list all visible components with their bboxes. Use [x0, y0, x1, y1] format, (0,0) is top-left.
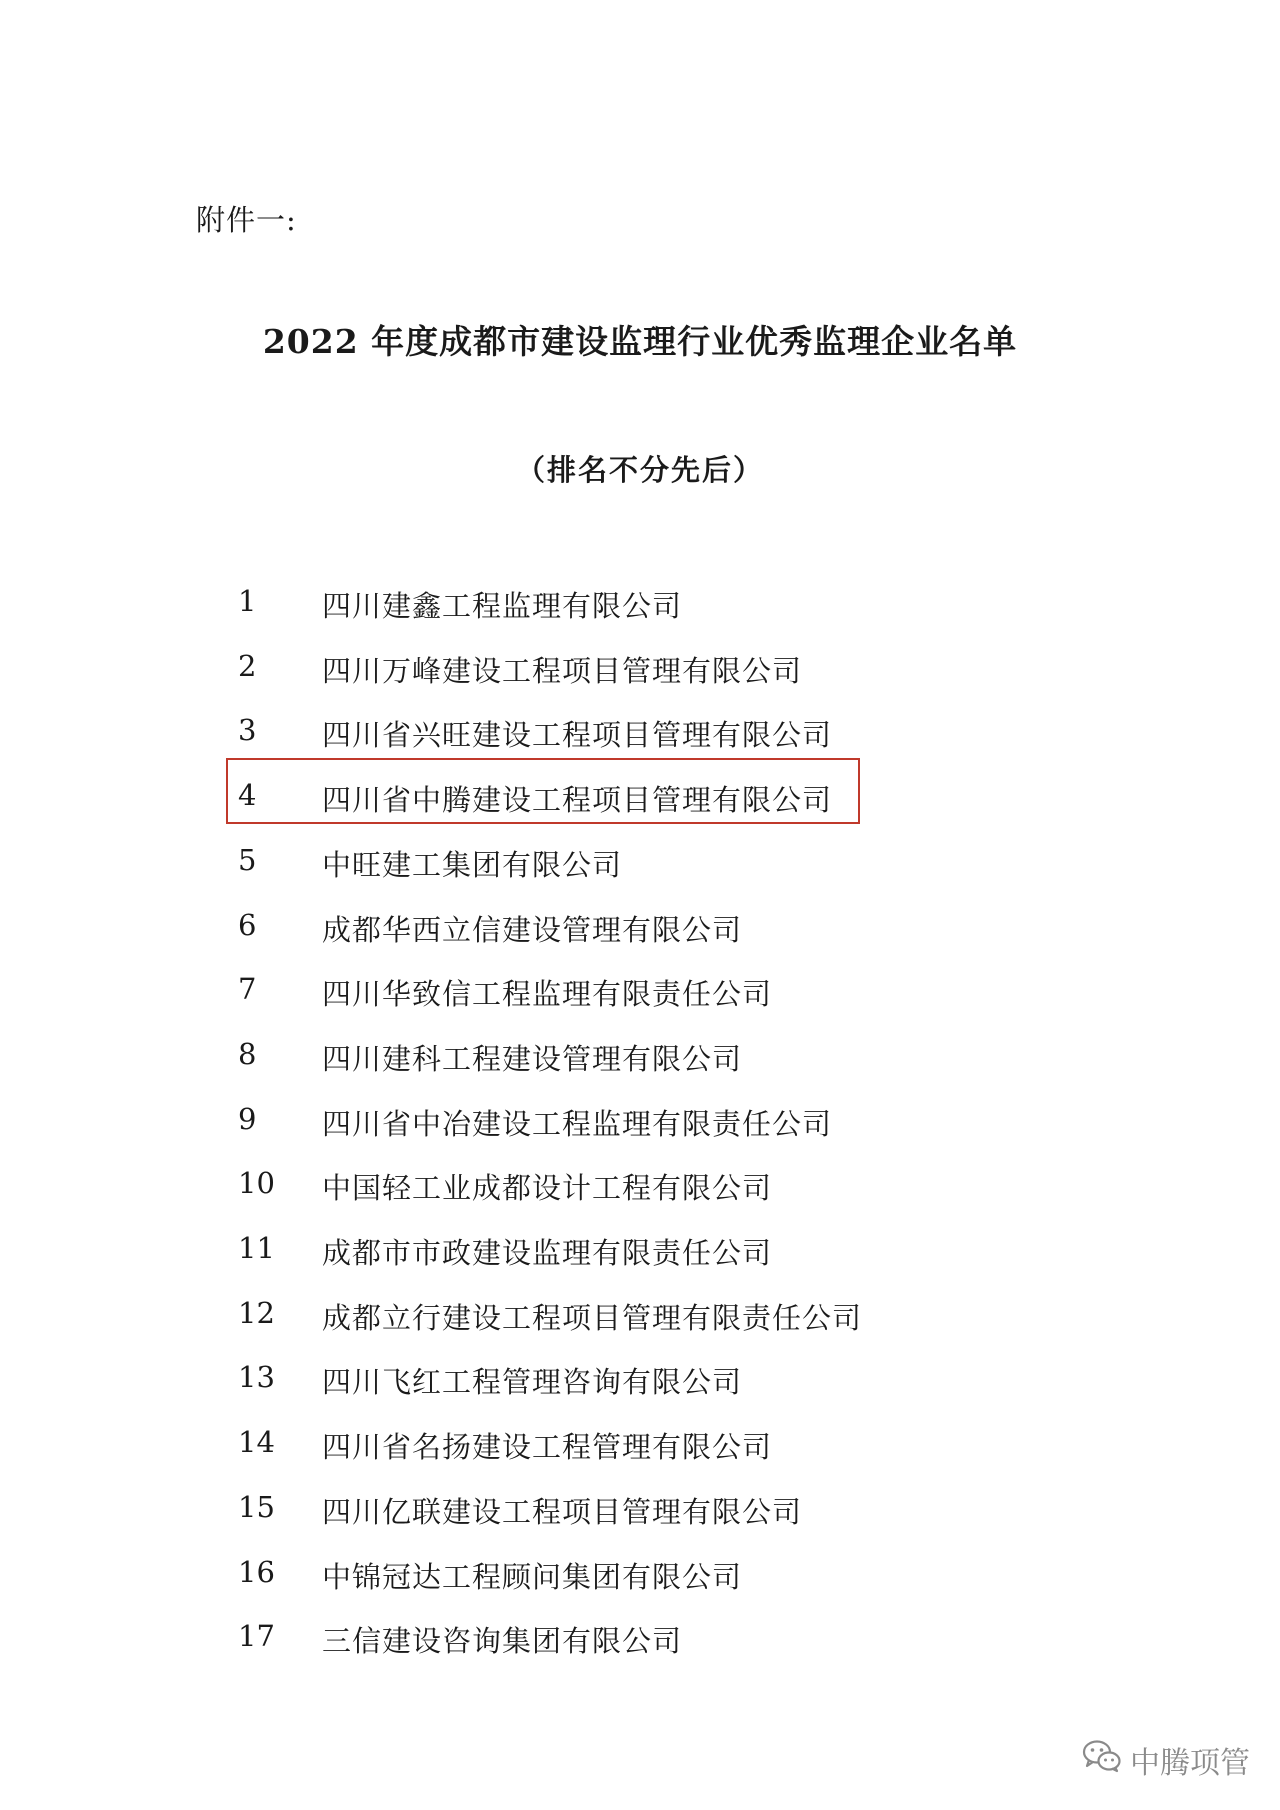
highlight-box: [226, 758, 860, 824]
list-item: [0, 1419, 1280, 1469]
item-number: 11: [238, 1231, 275, 1265]
list-item: [0, 1096, 1280, 1146]
item-number: 8: [238, 1036, 257, 1071]
list-item: [0, 1613, 1280, 1663]
document-title: 2022 年度成都市建设监理行业优秀监理企业名单: [262, 322, 1018, 361]
document-subtitle: （排名不分先后）: [515, 453, 764, 487]
list-item: [0, 643, 1280, 693]
company-name: 四川建科工程建设管理有限公司: [322, 1041, 743, 1076]
watermark-text: 中腾项管: [1130, 1746, 1250, 1781]
item-number: 1: [238, 584, 257, 618]
item-number: 4: [238, 778, 257, 813]
list-item: [0, 1031, 1280, 1081]
company-name: 四川华致信工程监理有限责任公司: [322, 977, 773, 1012]
company-name: 三信建设咨询集团有限公司: [322, 1624, 683, 1659]
company-name: 四川省名扬建设工程管理有限公司: [322, 1430, 773, 1465]
company-name: 成都华西立信建设管理有限公司: [322, 912, 743, 947]
company-name: 成都市市政建设监理有限责任公司: [322, 1236, 773, 1270]
item-number: 16: [238, 1554, 275, 1589]
list-item: [0, 1160, 1280, 1210]
company-name: 四川省兴旺建设工程项目管理有限公司: [322, 718, 833, 753]
company-name: 四川省中冶建设工程监理有限责任公司: [322, 1106, 833, 1141]
item-number: 12: [238, 1295, 275, 1330]
company-name: 四川省中腾建设工程项目管理有限公司: [322, 783, 833, 818]
watermark: [1082, 1738, 1250, 1782]
item-number: 13: [238, 1360, 275, 1395]
list-item: [0, 966, 1280, 1016]
item-number: 2: [238, 648, 257, 683]
item-number: 15: [238, 1489, 275, 1524]
list-item: [0, 707, 1280, 757]
company-name: 中锦冠达工程顾问集团有限公司: [322, 1559, 743, 1594]
item-number: 3: [238, 713, 257, 748]
list-item: [0, 578, 1280, 628]
list-item: [0, 1290, 1280, 1340]
company-name: 四川建鑫工程监理有限公司: [322, 589, 683, 623]
item-number: 10: [238, 1166, 275, 1201]
list-item: [0, 1354, 1280, 1404]
item-number: 17: [238, 1619, 275, 1654]
company-name: 四川飞红工程管理咨询有限公司: [322, 1365, 743, 1400]
company-name: 中国轻工业成都设计工程有限公司: [322, 1171, 773, 1206]
company-name: 四川亿联建设工程项目管理有限公司: [322, 1494, 803, 1529]
item-number: 5: [238, 842, 257, 877]
company-name: 四川万峰建设工程项目管理有限公司: [322, 653, 803, 688]
item-number: 14: [238, 1425, 275, 1460]
company-name: 中旺建工集团有限公司: [322, 847, 623, 882]
list-item: [0, 837, 1280, 887]
list-item: [0, 1225, 1280, 1275]
list-item: [0, 902, 1280, 952]
item-number: 7: [238, 972, 257, 1007]
item-number: 9: [238, 1101, 257, 1136]
attachment-label: 附件一:: [196, 203, 297, 237]
wechat-icon: [1082, 1739, 1122, 1781]
item-number: 6: [238, 907, 257, 942]
list-item: [0, 1549, 1280, 1599]
list-item: [0, 1484, 1280, 1534]
company-name: 成都立行建设工程项目管理有限责任公司: [322, 1300, 863, 1335]
